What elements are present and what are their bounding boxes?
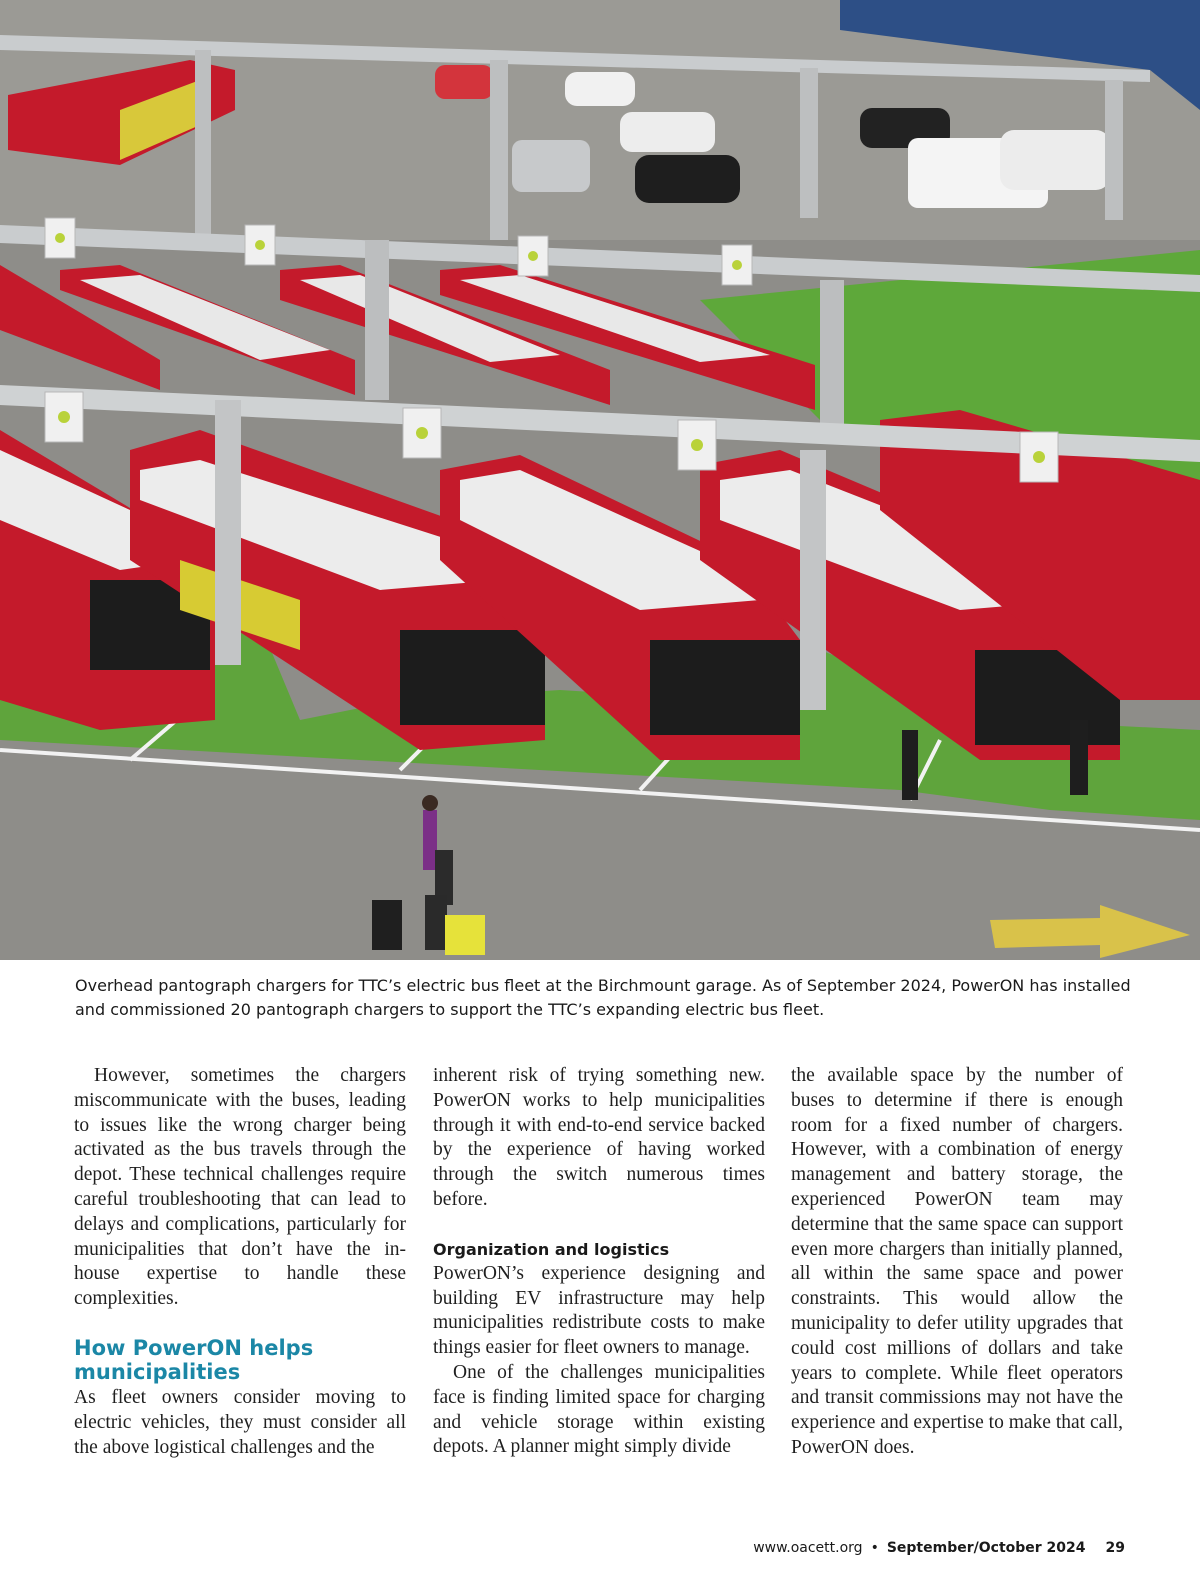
paragraph: However, sometimes the chargers miscommunicate with the buses, leading to issues like the wrong charger being activated as the bus travels through the depot. These technical challenges require careful troubleshooting that can lead to delays and complications, particularly for municipalities that don’t have the in-house expertise to handle these complexities. <box>74 1065 406 1310</box>
page-footer <box>753 1540 1125 1556</box>
page-number: 29 <box>1105 1540 1125 1556</box>
column-3 <box>791 1064 1123 1461</box>
column-2 <box>433 1064 765 1460</box>
paragraph: As fleet owners consider moving to electric vehicles, they must consider all the above logistical challenges and the <box>74 1386 406 1458</box>
footer-bullet: • <box>870 1540 879 1556</box>
paragraph: the available space by the number of buses to determine if there is enough room for a fixed number of chargers. However, with a combination of energy management and battery storage, the experienced PowerON team may determine that the same space can support even more chargers than initially planned, all within the same space and power constraints. This would allow the municipality to defer utility upgrades that could cost millions of dollars and take years to complete. While fleet operators and transit commissions may not have the experience and expertise to make that call, PowerON does. <box>791 1065 1123 1458</box>
paragraph: One of the challenges municipalities face is finding limited space for charging and vehicle storage within existing depots. A planner might simply divide <box>433 1361 765 1458</box>
footer-issue: September/October 2024 <box>886 1540 1086 1556</box>
column-1 <box>74 1064 406 1460</box>
section-heading: How PowerON helps municipalities <box>74 1335 314 1384</box>
subsection-heading: Organization and logistics <box>433 1239 670 1259</box>
paragraph: PowerON’s experience designing and building EV infrastructure may help municipalities redistribute costs to make things easier for fleet owners to manage. <box>433 1262 765 1359</box>
paragraph: inherent risk of trying something new. PowerON works to help municipalities through it with end-to-end service backed by the experience of having worked through the switch numerous times before. <box>433 1065 765 1210</box>
photo-caption: Overhead pantograph chargers for TTC’s electric bus fleet at the Birchmount garage. As of September 2024, PowerON has installed and commissioned 20 pantograph chargers to support the TTC’s expanding electric bus fleet. <box>75 976 1131 1019</box>
footer-url: www.oacett.org <box>753 1540 863 1556</box>
